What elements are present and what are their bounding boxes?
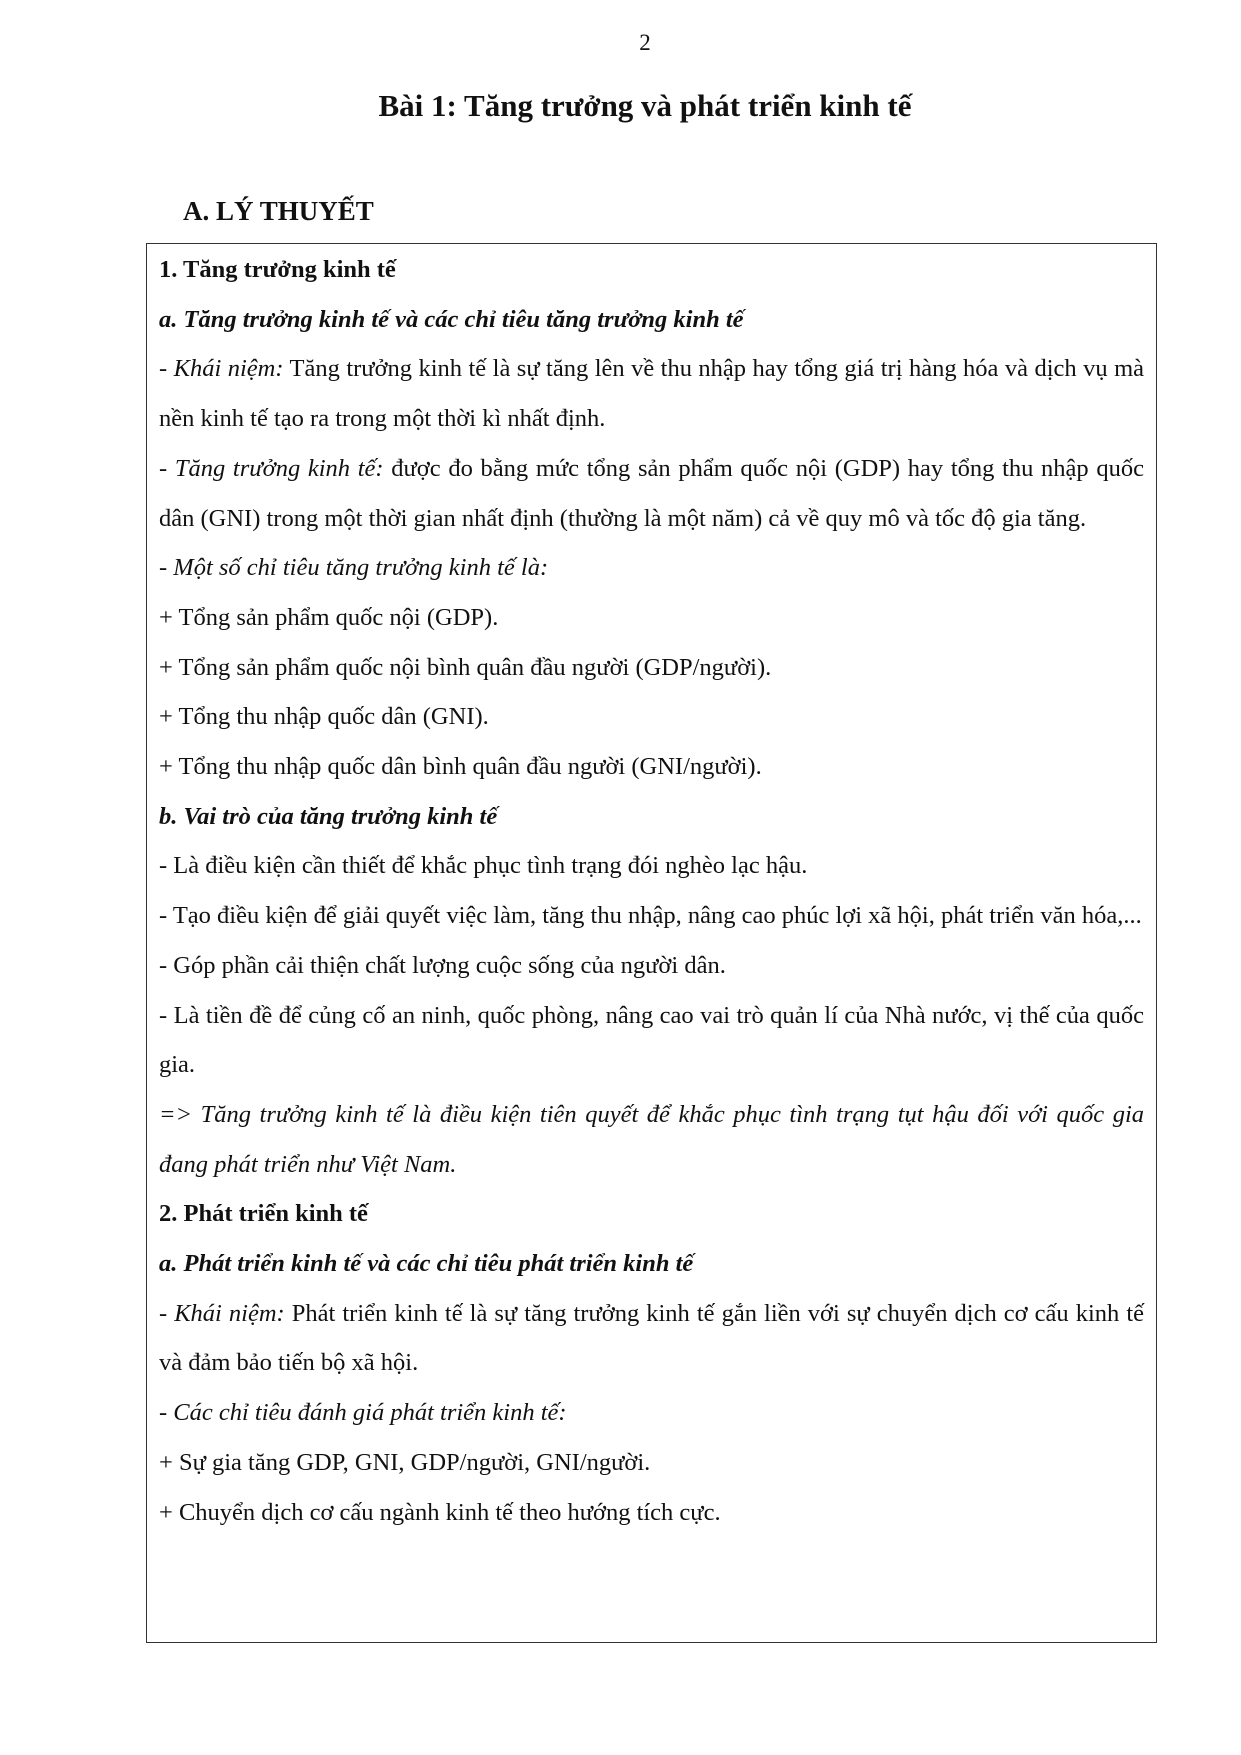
list-item-indicator: + Tổng thu nhập quốc dân (GNI). bbox=[159, 703, 489, 731]
list-item-indicator: + Tổng sản phẩm quốc nội (GDP). bbox=[159, 603, 499, 631]
list-item-role: - Góp phần cải thiện chất lượng cuộc sống của người dân. bbox=[159, 951, 726, 979]
heading-economic-development: 2. Phát triển kinh tế bbox=[159, 1200, 368, 1228]
label-concept: - Khái niệm: bbox=[159, 1299, 285, 1327]
subheading-development-indicators: a. Phát triển kinh tế và các chỉ tiêu phát triển kinh tế bbox=[159, 1250, 694, 1278]
list-item-dev-indicator: + Chuyển dịch cơ cấu ngành kinh tế theo hướng tích cực. bbox=[159, 1498, 721, 1526]
list-item-dev-indicator: + Sự gia tăng GDP, GNI, GDP/người, GNI/người. bbox=[159, 1448, 651, 1476]
subheading-growth-role: b. Vai trò của tăng trưởng kinh tế bbox=[159, 802, 498, 830]
list-item-indicator: + Tổng thu nhập quốc dân bình quân đầu người (GNI/người). bbox=[159, 753, 762, 781]
list-item-role: - Tạo điều kiện để giải quyết việc làm, tăng thu nhập, nâng cao phúc lợi xã hội, phát triển văn hóa,... bbox=[159, 902, 1142, 930]
paragraph-development-concept bbox=[159, 1289, 1144, 1388]
section-title: A. LÝ THUYẾT bbox=[183, 196, 374, 226]
label-development-indicators: - Các chỉ tiêu đánh giá phát triển kinh tế: bbox=[159, 1399, 567, 1427]
heading-economic-growth: 1. Tăng trưởng kinh tế bbox=[159, 256, 396, 283]
list-item-indicator: + Tổng sản phẩm quốc nội bình quân đầu người (GDP/người). bbox=[159, 653, 772, 681]
label-growth-indicators: - Một số chỉ tiêu tăng trưởng kinh tế là: bbox=[159, 554, 549, 582]
text-development-concept: Phát triển kinh tế là sự tăng trưởng kinh tế gắn liền với sự chuyển dịch cơ cấu kinh tế và đảm bảo tiến bộ xã hội. bbox=[159, 1299, 1144, 1377]
text-growth-concept: Tăng trưởng kinh tế là sự tăng lên về thu nhập hay tổng giá trị hàng hóa và dịch vụ mà nền kinh tế tạo ra trong một thời kì nhất định. bbox=[159, 355, 1144, 433]
subheading-growth-indicators: a. Tăng trưởng kinh tế và các chỉ tiêu tăng trưởng kinh tế bbox=[159, 305, 744, 333]
list-item-role: - Là điều kiện cần thiết để khắc phục tình trạng đói nghèo lạc hậu. bbox=[159, 852, 808, 880]
lesson-title: Bài 1: Tăng trưởng và phát triển kinh tế bbox=[378, 88, 912, 123]
list-item-role: - Là tiền đề để củng cố an ninh, quốc phòng, nâng cao vai trò quản lí của Nhà nước, vị thế của quốc gia. bbox=[159, 1001, 1144, 1079]
conclusion-text: => Tăng trưởng kinh tế là điều kiện tiên quyết để khắc phục tình trạng tụt hậu đối với quốc gia đang phát triển như Việt Nam. bbox=[159, 1100, 1144, 1178]
theory-content-box bbox=[146, 243, 1157, 1643]
paragraph-growth-measure bbox=[159, 444, 1144, 543]
page-number: 2 bbox=[639, 30, 651, 55]
paragraph-growth-concept bbox=[159, 344, 1144, 443]
label-growth-measure: - Tăng trưởng kinh tế: bbox=[159, 454, 384, 482]
label-concept: - Khái niệm: bbox=[159, 355, 284, 383]
text-growth-measure: được đo bằng mức tổng sản phẩm quốc nội (GDP) hay tổng thu nhập quốc dân (GNI) trong một thời gian nhất định (thường là một năm) cả về quy mô và tốc độ gia tăng. bbox=[159, 454, 1144, 532]
